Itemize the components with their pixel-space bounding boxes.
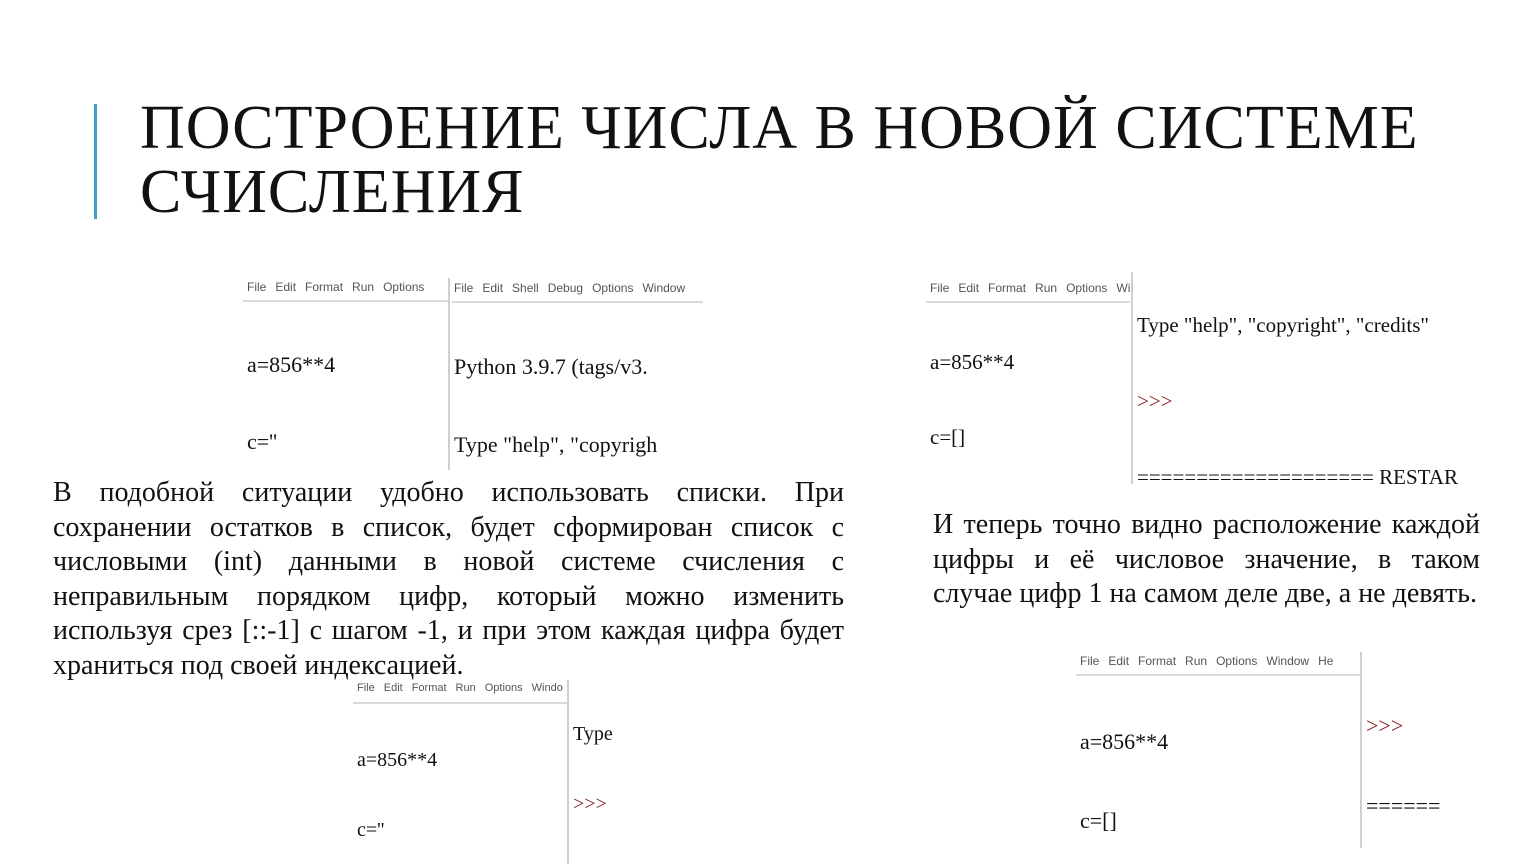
shell-menubar [452,281,703,303]
shell-line: Python 3.9.7 (tags/v3. [454,354,648,379]
shell-output[interactable] [1137,272,1496,484]
screenshot-2 [926,272,1496,484]
menu-window[interactable]: Window [642,281,686,295]
menu-file[interactable]: File [454,281,474,295]
menu-format[interactable]: Format [1138,654,1177,668]
left-paragraph: В подобной ситуации удобно использовать списки. При сохранении остатков в список, будет сформирован список с числовыми (int) данными в новой системе счисления с неправильным порядком цифр, который можно изменить используя срез [::-1] с шагом -1, и при этом каждая цифра будет храниться под своей индексацией. [53,477,844,681]
menu-file[interactable]: File [357,682,375,694]
right-paragraph: И теперь точно видно расположение каждой цифры и её числовое значение, в таком случае цифр 1 на самом деле две, а не девять. [933,509,1480,609]
shell-output[interactable] [1366,660,1448,848]
editor-code[interactable] [247,300,447,470]
shell-line: ====== [1366,793,1441,818]
shell-prompt: >>> [1366,713,1404,738]
menu-run[interactable]: Run [1185,654,1208,668]
pane-divider [567,680,569,864]
menu-options[interactable]: Options [1066,281,1108,295]
code-line: a=856**4 [247,352,336,377]
slide-title [140,96,1520,224]
title-accent-bar [94,104,97,219]
menu-edit[interactable]: Edit [1108,654,1130,668]
menu-options[interactable]: Options [1216,654,1258,668]
shell-line: Type [573,723,613,745]
pane-divider [1360,652,1362,848]
screenshot-4 [1076,652,1448,848]
code-line: c='' [357,819,385,841]
menu-run[interactable]: Run [455,682,476,694]
menu-file[interactable]: File [930,281,950,295]
code-line: c=[] [930,425,966,449]
menu-window[interactable]: Windo [531,682,563,694]
menu-edit[interactable]: Edit [383,682,403,694]
screenshot-3 [353,680,643,864]
code-line: c=[] [1080,808,1117,833]
menu-window[interactable]: Wi [1116,281,1130,295]
editor-code[interactable] [1080,676,1362,848]
shell-output[interactable] [573,680,643,864]
menu-format[interactable]: Format [411,682,447,694]
menu-options[interactable]: Options [383,280,425,294]
menu-run[interactable]: Run [352,280,375,294]
menu-window[interactable]: Window [1266,654,1310,668]
pane-divider [1131,272,1133,484]
code-line: a=856**4 [930,350,1015,374]
code-line: c='' [247,429,278,454]
editor-code[interactable] [357,702,569,864]
menu-edit[interactable]: Edit [275,280,297,294]
menu-options[interactable]: Options [484,682,523,694]
menu-file[interactable]: File [1080,654,1100,668]
menu-options[interactable]: Options [592,281,634,295]
menu-run[interactable]: Run [1035,281,1058,295]
menu-file[interactable]: File [247,280,267,294]
slide-title-line2: СЧИСЛЕНИЯ [140,158,525,226]
shell-prompt: >>> [573,793,607,815]
shell-line: Type "help", "copyright", "credits" [1137,313,1429,337]
pane-divider [448,278,450,470]
menu-format[interactable]: Format [305,280,344,294]
editor-code[interactable] [930,300,1130,484]
menu-debug[interactable]: Debug [547,281,584,295]
menu-format[interactable]: Format [988,281,1027,295]
editor-menubar [353,682,568,704]
code-line: a=856**4 [357,749,438,771]
menu-edit[interactable]: Edit [482,281,504,295]
shell-output[interactable] [454,302,703,470]
shell-line: ==================== RESTAR [1137,465,1458,484]
code-line: a=856**4 [1080,729,1169,754]
editor-menubar [1076,654,1360,676]
menu-shell[interactable]: Shell [512,281,539,295]
shell-line: Type "help", "copyrigh [454,432,658,457]
menu-edit[interactable]: Edit [958,281,980,295]
shell-prompt: >>> [1137,389,1173,413]
editor-menubar [243,280,450,302]
menu-help[interactable]: He [1318,654,1334,668]
screenshot-1 [243,278,703,470]
slide-title-line1: ПОСТРОЕНИЕ ЧИСЛА В НОВОЙ СИСТЕМЕ [140,94,1419,162]
